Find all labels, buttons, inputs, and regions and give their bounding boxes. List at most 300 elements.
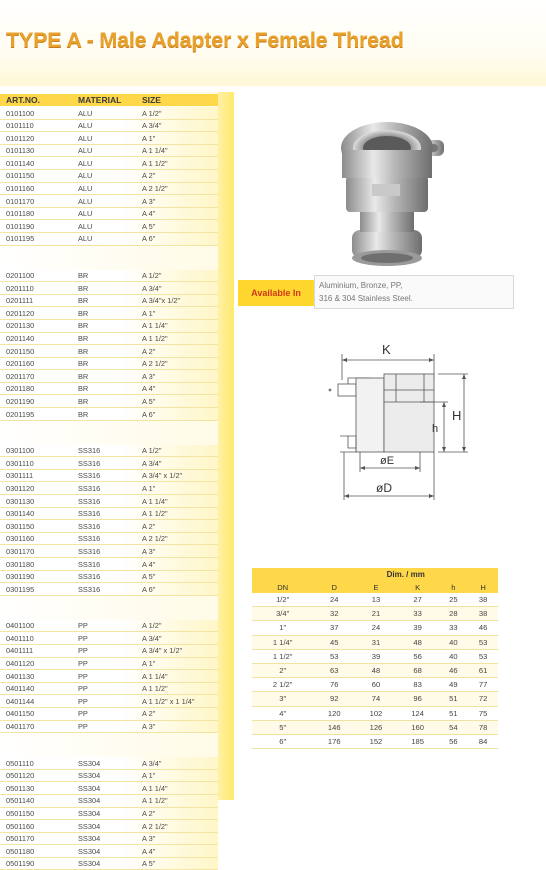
material-cell: ALU (78, 184, 93, 194)
parts-row (0, 395, 218, 408)
size-cell: A 1 1/2" x 1 1/4" (142, 696, 195, 706)
art-no-cell: 0301120 (6, 483, 35, 493)
art-no-cell: 0201190 (6, 396, 35, 406)
size-cell: A 3" (142, 546, 156, 556)
parts-row (0, 383, 218, 396)
art-no-cell: 0401150 (6, 709, 35, 719)
material-cell: SS316 (78, 584, 101, 594)
dimension-cell: 77 (468, 678, 498, 692)
material-cell: BR (78, 308, 89, 318)
art-no-cell: 0201180 (6, 384, 35, 394)
dimension-cell: 21 (355, 607, 397, 621)
art-no-cell: 0201130 (6, 321, 35, 331)
dimension-row (252, 734, 498, 748)
dn-cell: 1 1/2" (252, 649, 313, 663)
divider-strip (218, 92, 234, 800)
dimension-cell: 160 (397, 720, 439, 734)
size-cell: A 1" (142, 771, 156, 781)
dn-cell: 3" (252, 692, 313, 706)
material-cell: SS304 (78, 796, 101, 806)
parts-row (0, 858, 218, 870)
parts-row (0, 695, 218, 708)
dimension-table-title: Dim. / mm (313, 568, 498, 581)
art-no-cell: 0201100 (6, 271, 35, 281)
art-no-cell: 0301180 (6, 559, 35, 569)
dimension-cell: 56 (397, 649, 439, 663)
parts-row (0, 482, 218, 495)
parts-group (0, 270, 218, 421)
parts-row (0, 208, 218, 221)
size-cell: A 1 1/4" (142, 783, 168, 793)
parts-row (0, 345, 218, 358)
col-material: MATERIAL (78, 95, 122, 105)
dn-cell: 5" (252, 720, 313, 734)
art-no-cell: 0101140 (6, 158, 35, 168)
parts-row (0, 782, 218, 795)
size-cell: A 4" (142, 384, 156, 394)
parts-row (0, 670, 218, 683)
group-gap (0, 421, 218, 445)
art-no-cell: 0201120 (6, 308, 35, 318)
parts-row (0, 770, 218, 783)
dimension-cell: 54 (439, 720, 469, 734)
size-cell: A 2 1/2" (142, 184, 168, 194)
dimension-cell: 24 (313, 593, 355, 607)
parts-row (0, 808, 218, 821)
dimension-row (252, 663, 498, 677)
art-no-cell: 0201170 (6, 371, 35, 381)
art-no-cell: 0401130 (6, 671, 35, 681)
material-cell: ALU (78, 234, 93, 244)
dimension-column-header: H (468, 581, 498, 593)
dimension-cell: 126 (355, 720, 397, 734)
material-cell: SS304 (78, 783, 101, 793)
parts-row (0, 721, 218, 734)
label-e: øE (380, 455, 395, 467)
art-no-cell: 0501160 (6, 821, 35, 831)
dimension-cell: 102 (355, 706, 397, 720)
size-cell: A 3" (142, 722, 156, 732)
parts-row (0, 408, 218, 421)
size-cell: A 1" (142, 308, 156, 318)
size-cell: A 3/4" (142, 633, 162, 643)
parts-row (0, 457, 218, 470)
size-cell: A 1" (142, 133, 156, 143)
size-cell: A 1 1/4" (142, 146, 168, 156)
dimension-cell: 75 (468, 706, 498, 720)
material-cell: SS316 (78, 572, 101, 582)
size-cell: A 3/4" (142, 283, 162, 293)
art-no-cell: 0501120 (6, 771, 35, 781)
parts-row (0, 320, 218, 333)
parts-row (0, 370, 218, 383)
art-no-cell: 0401144 (6, 696, 35, 706)
size-cell: A 1" (142, 659, 156, 669)
dimension-row (252, 706, 498, 720)
material-cell: SS304 (78, 771, 101, 781)
dimension-cell: 40 (439, 635, 469, 649)
art-no-cell: 0401111 (6, 646, 34, 656)
material-cell: BR (78, 409, 89, 419)
art-no-cell: 0201140 (6, 334, 35, 343)
available-in-box (314, 275, 514, 309)
dimension-cell: 51 (439, 692, 469, 706)
material-cell: PP (78, 709, 88, 719)
parts-row (0, 495, 218, 508)
available-in-label: Available In (238, 280, 314, 306)
size-cell: A 3" (142, 371, 156, 381)
parts-row (0, 233, 218, 246)
dimension-row (252, 593, 498, 607)
dimension-cell: 60 (355, 678, 397, 692)
size-cell: A 4" (142, 559, 156, 569)
material-cell: SS316 (78, 446, 101, 456)
material-cell: ALU (78, 196, 93, 206)
material-cell: ALU (78, 209, 93, 219)
material-cell: PP (78, 633, 88, 643)
dimension-cell: 124 (397, 706, 439, 720)
size-cell: A 2" (142, 521, 156, 531)
art-no-cell: 0501190 (6, 859, 35, 869)
dimension-column-header: DN (252, 581, 313, 593)
size-cell: A 1" (142, 483, 156, 493)
parts-row (0, 132, 218, 145)
size-cell: A 1 1/2" (142, 334, 168, 343)
parts-row (0, 795, 218, 808)
material-cell: ALU (78, 171, 93, 181)
size-cell: A 5" (142, 572, 156, 582)
parts-row (0, 333, 218, 346)
size-cell: A 2 1/2" (142, 359, 168, 369)
dimension-column-header: D (313, 581, 355, 593)
parts-row (0, 170, 218, 183)
parts-table-header (0, 94, 218, 106)
label-d: øD (376, 481, 392, 495)
material-cell: PP (78, 684, 88, 694)
dimension-cell: 68 (397, 663, 439, 677)
size-cell: A 6" (142, 234, 156, 244)
parts-row (0, 270, 218, 283)
dn-cell: 1/2" (252, 593, 313, 607)
size-cell: A 4" (142, 209, 156, 219)
material-cell: SS316 (78, 546, 101, 556)
art-no-cell: 0101180 (6, 209, 35, 219)
material-cell: SS304 (78, 758, 101, 768)
art-no-cell: 0101130 (6, 146, 35, 156)
parts-row (0, 220, 218, 233)
product-photo (322, 118, 452, 268)
art-no-cell: 0101110 (6, 121, 34, 131)
label-h-big: H (452, 408, 462, 423)
parts-row (0, 571, 218, 584)
dn-cell: 2" (252, 663, 313, 677)
parts-group (0, 107, 218, 246)
parts-row (0, 445, 218, 458)
dimension-row (252, 621, 498, 635)
dimension-cell: 48 (355, 663, 397, 677)
size-cell: A 3/4" (142, 458, 162, 468)
dimension-cell: 39 (397, 621, 439, 635)
size-cell: A 1/2" (142, 621, 162, 631)
material-cell: SS316 (78, 534, 101, 544)
dimension-cell: 38 (468, 607, 498, 621)
dimension-cell: 28 (439, 607, 469, 621)
parts-row (0, 295, 218, 308)
art-no-cell: 0101120 (6, 133, 35, 143)
parts-row (0, 558, 218, 571)
material-cell: BR (78, 359, 89, 369)
material-cell: BR (78, 384, 89, 394)
dimension-cell: 46 (468, 621, 498, 635)
art-no-cell: 0301170 (6, 546, 35, 556)
art-no-cell: 0101170 (6, 196, 35, 206)
dimension-row (252, 607, 498, 621)
size-cell: A 3" (142, 834, 156, 844)
art-no-cell: 0301160 (6, 534, 35, 544)
art-no-cell: 0101195 (6, 234, 35, 244)
parts-row (0, 307, 218, 320)
dimension-cell: 146 (313, 720, 355, 734)
col-size: SIZE (142, 95, 161, 105)
material-cell: PP (78, 671, 88, 681)
dimension-cell: 24 (355, 621, 397, 635)
art-no-cell: 0101150 (6, 171, 35, 181)
parts-row (0, 282, 218, 295)
dimension-table (252, 568, 498, 749)
material-cell: BR (78, 396, 89, 406)
dimension-cell: 32 (313, 607, 355, 621)
art-no-cell: 0101100 (6, 108, 35, 118)
art-no-cell: 0301130 (6, 496, 35, 506)
dimension-cell: 27 (397, 593, 439, 607)
dimension-cell: 37 (313, 621, 355, 635)
parts-row (0, 533, 218, 546)
parts-row (0, 658, 218, 671)
page-title: TYPE A - Male Adapter x Female Thread (6, 28, 404, 52)
material-cell: ALU (78, 121, 93, 131)
parts-row (0, 508, 218, 521)
material-cell: PP (78, 646, 88, 656)
dimension-cell: 120 (313, 706, 355, 720)
art-no-cell: 0401120 (6, 659, 35, 669)
material-cell: SS316 (78, 521, 101, 531)
dimension-row (252, 649, 498, 663)
dimension-cell: 92 (313, 692, 355, 706)
dimension-cell: 45 (313, 635, 355, 649)
dimension-cell: 72 (468, 692, 498, 706)
material-cell: SS304 (78, 821, 101, 831)
dimension-cell: 76 (313, 678, 355, 692)
size-cell: A 6" (142, 409, 156, 419)
material-cell: SS316 (78, 509, 101, 519)
size-cell: A 1/2" (142, 108, 162, 118)
parts-row (0, 195, 218, 208)
parts-row (0, 145, 218, 158)
size-cell: A 1 1/4" (142, 671, 168, 681)
material-cell: BR (78, 296, 89, 306)
art-no-cell: 0201111 (6, 296, 34, 306)
size-cell: A 1 1/2" (142, 158, 168, 168)
art-no-cell: 0501110 (6, 758, 34, 768)
size-cell: A 3/4"x 1/2" (142, 296, 181, 306)
dimension-cell: 84 (468, 734, 498, 748)
material-cell: SS316 (78, 559, 101, 569)
dimension-cell: 40 (439, 649, 469, 663)
art-no-cell: 0501170 (6, 834, 35, 844)
parts-row (0, 620, 218, 633)
parts-row (0, 520, 218, 533)
material-cell: ALU (78, 221, 93, 231)
size-cell: A 5" (142, 859, 156, 869)
dimension-cell: 38 (468, 593, 498, 607)
dimension-cell: 63 (313, 663, 355, 677)
art-no-cell: 0401170 (6, 722, 35, 732)
parts-row (0, 645, 218, 658)
label-h-small: h (432, 423, 439, 435)
art-no-cell: 0201160 (6, 359, 35, 369)
parts-row (0, 683, 218, 696)
dimension-cell: 74 (355, 692, 397, 706)
material-cell: SS304 (78, 859, 101, 869)
group-gap (0, 733, 218, 757)
art-no-cell: 0301195 (6, 584, 35, 594)
label-k: K (382, 342, 391, 357)
parts-row (0, 757, 218, 770)
size-cell: A 1 1/2" (142, 684, 168, 694)
dimension-cell: 152 (355, 734, 397, 748)
parts-row (0, 833, 218, 846)
dimension-cell: 33 (397, 607, 439, 621)
dimension-cell: 83 (397, 678, 439, 692)
dimension-column-header: K (397, 581, 439, 593)
dimension-column-header: h (439, 581, 469, 593)
dimension-cell: 78 (468, 720, 498, 734)
dimension-cell: 13 (355, 593, 397, 607)
dimension-cell: 96 (397, 692, 439, 706)
dimension-cell: 48 (397, 635, 439, 649)
dn-cell: 3/4" (252, 607, 313, 621)
parts-table (0, 107, 218, 870)
group-gap (0, 596, 218, 620)
dn-cell: 1 1/4" (252, 635, 313, 649)
dimension-cell: 185 (397, 734, 439, 748)
dn-cell: 2 1/2" (252, 678, 313, 692)
dimension-cell: 49 (439, 678, 469, 692)
dimension-row (252, 720, 498, 734)
art-no-cell: 0101190 (6, 221, 35, 231)
material-cell: BR (78, 346, 89, 356)
material-cell: BR (78, 371, 89, 381)
material-cell: PP (78, 696, 88, 706)
technical-drawing (320, 340, 480, 520)
art-no-cell: 0501150 (6, 809, 35, 818)
art-no-cell: 0101160 (6, 184, 35, 194)
parts-row (0, 107, 218, 120)
parts-row (0, 845, 218, 858)
dimension-row (252, 678, 498, 692)
size-cell: A 5" (142, 396, 156, 406)
dn-cell: 1" (252, 621, 313, 635)
size-cell: A 4" (142, 846, 156, 856)
size-cell: A 3/4" (142, 121, 162, 131)
art-no-cell: 0501180 (6, 846, 35, 856)
dimension-cell: 39 (355, 649, 397, 663)
art-no-cell: 0301111 (6, 471, 34, 481)
dimension-cell: 53 (468, 635, 498, 649)
parts-row (0, 120, 218, 133)
material-cell: SS316 (78, 458, 101, 468)
size-cell: A 2" (142, 171, 156, 181)
material-cell: ALU (78, 133, 93, 143)
size-cell: A 3" (142, 196, 156, 206)
art-no-cell: 0301150 (6, 521, 35, 531)
size-cell: A 1 1/2" (142, 796, 168, 806)
art-no-cell: 0401140 (6, 684, 35, 694)
parts-row (0, 583, 218, 596)
parts-row (0, 183, 218, 196)
material-cell: PP (78, 621, 88, 631)
material-cell: BR (78, 271, 89, 281)
art-no-cell: 0201195 (6, 409, 35, 419)
art-no-cell: 0301110 (6, 458, 34, 468)
parts-row (0, 470, 218, 483)
parts-group (0, 445, 218, 596)
size-cell: A 5" (142, 221, 156, 231)
material-cell: SS304 (78, 809, 101, 818)
art-no-cell: 0301140 (6, 509, 35, 519)
material-cell: ALU (78, 158, 93, 168)
parts-group (0, 620, 218, 733)
material-cell: BR (78, 283, 89, 293)
parts-row (0, 820, 218, 833)
dimension-cell: 51 (439, 706, 469, 720)
dimension-cell: 53 (468, 649, 498, 663)
size-cell: A 2" (142, 346, 156, 356)
art-no-cell: 0301190 (6, 572, 35, 582)
dimension-cell: 176 (313, 734, 355, 748)
art-no-cell: 0401110 (6, 633, 34, 643)
size-cell: A 2" (142, 709, 156, 719)
dimension-cell: 31 (355, 635, 397, 649)
material-cell: BR (78, 334, 89, 343)
available-materials-line1: Aluminium, Bronze, PP, (319, 281, 403, 290)
parts-group (0, 757, 218, 870)
dn-cell: 4" (252, 706, 313, 720)
size-cell: A 2 1/2" (142, 534, 168, 544)
size-cell: A 2 1/2" (142, 821, 168, 831)
art-no-cell: 0201150 (6, 346, 35, 356)
parts-row (0, 358, 218, 371)
size-cell: A 3/4" (142, 758, 162, 768)
dimension-row (252, 635, 498, 649)
parts-row (0, 708, 218, 721)
art-no-cell: 0501140 (6, 796, 35, 806)
dimension-cell: 46 (439, 663, 469, 677)
material-cell: ALU (78, 146, 93, 156)
size-cell: A 2" (142, 809, 156, 818)
art-no-cell: 0501130 (6, 783, 35, 793)
material-cell: SS316 (78, 483, 101, 493)
dn-cell: 6" (252, 734, 313, 748)
dimension-cell: 33 (439, 621, 469, 635)
size-cell: A 1/2" (142, 446, 162, 456)
material-cell: BR (78, 321, 89, 331)
material-cell: SS304 (78, 834, 101, 844)
parts-row (0, 632, 218, 645)
art-no-cell: 0401100 (6, 621, 35, 631)
dimension-column-header: E (355, 581, 397, 593)
size-cell: A 6" (142, 584, 156, 594)
